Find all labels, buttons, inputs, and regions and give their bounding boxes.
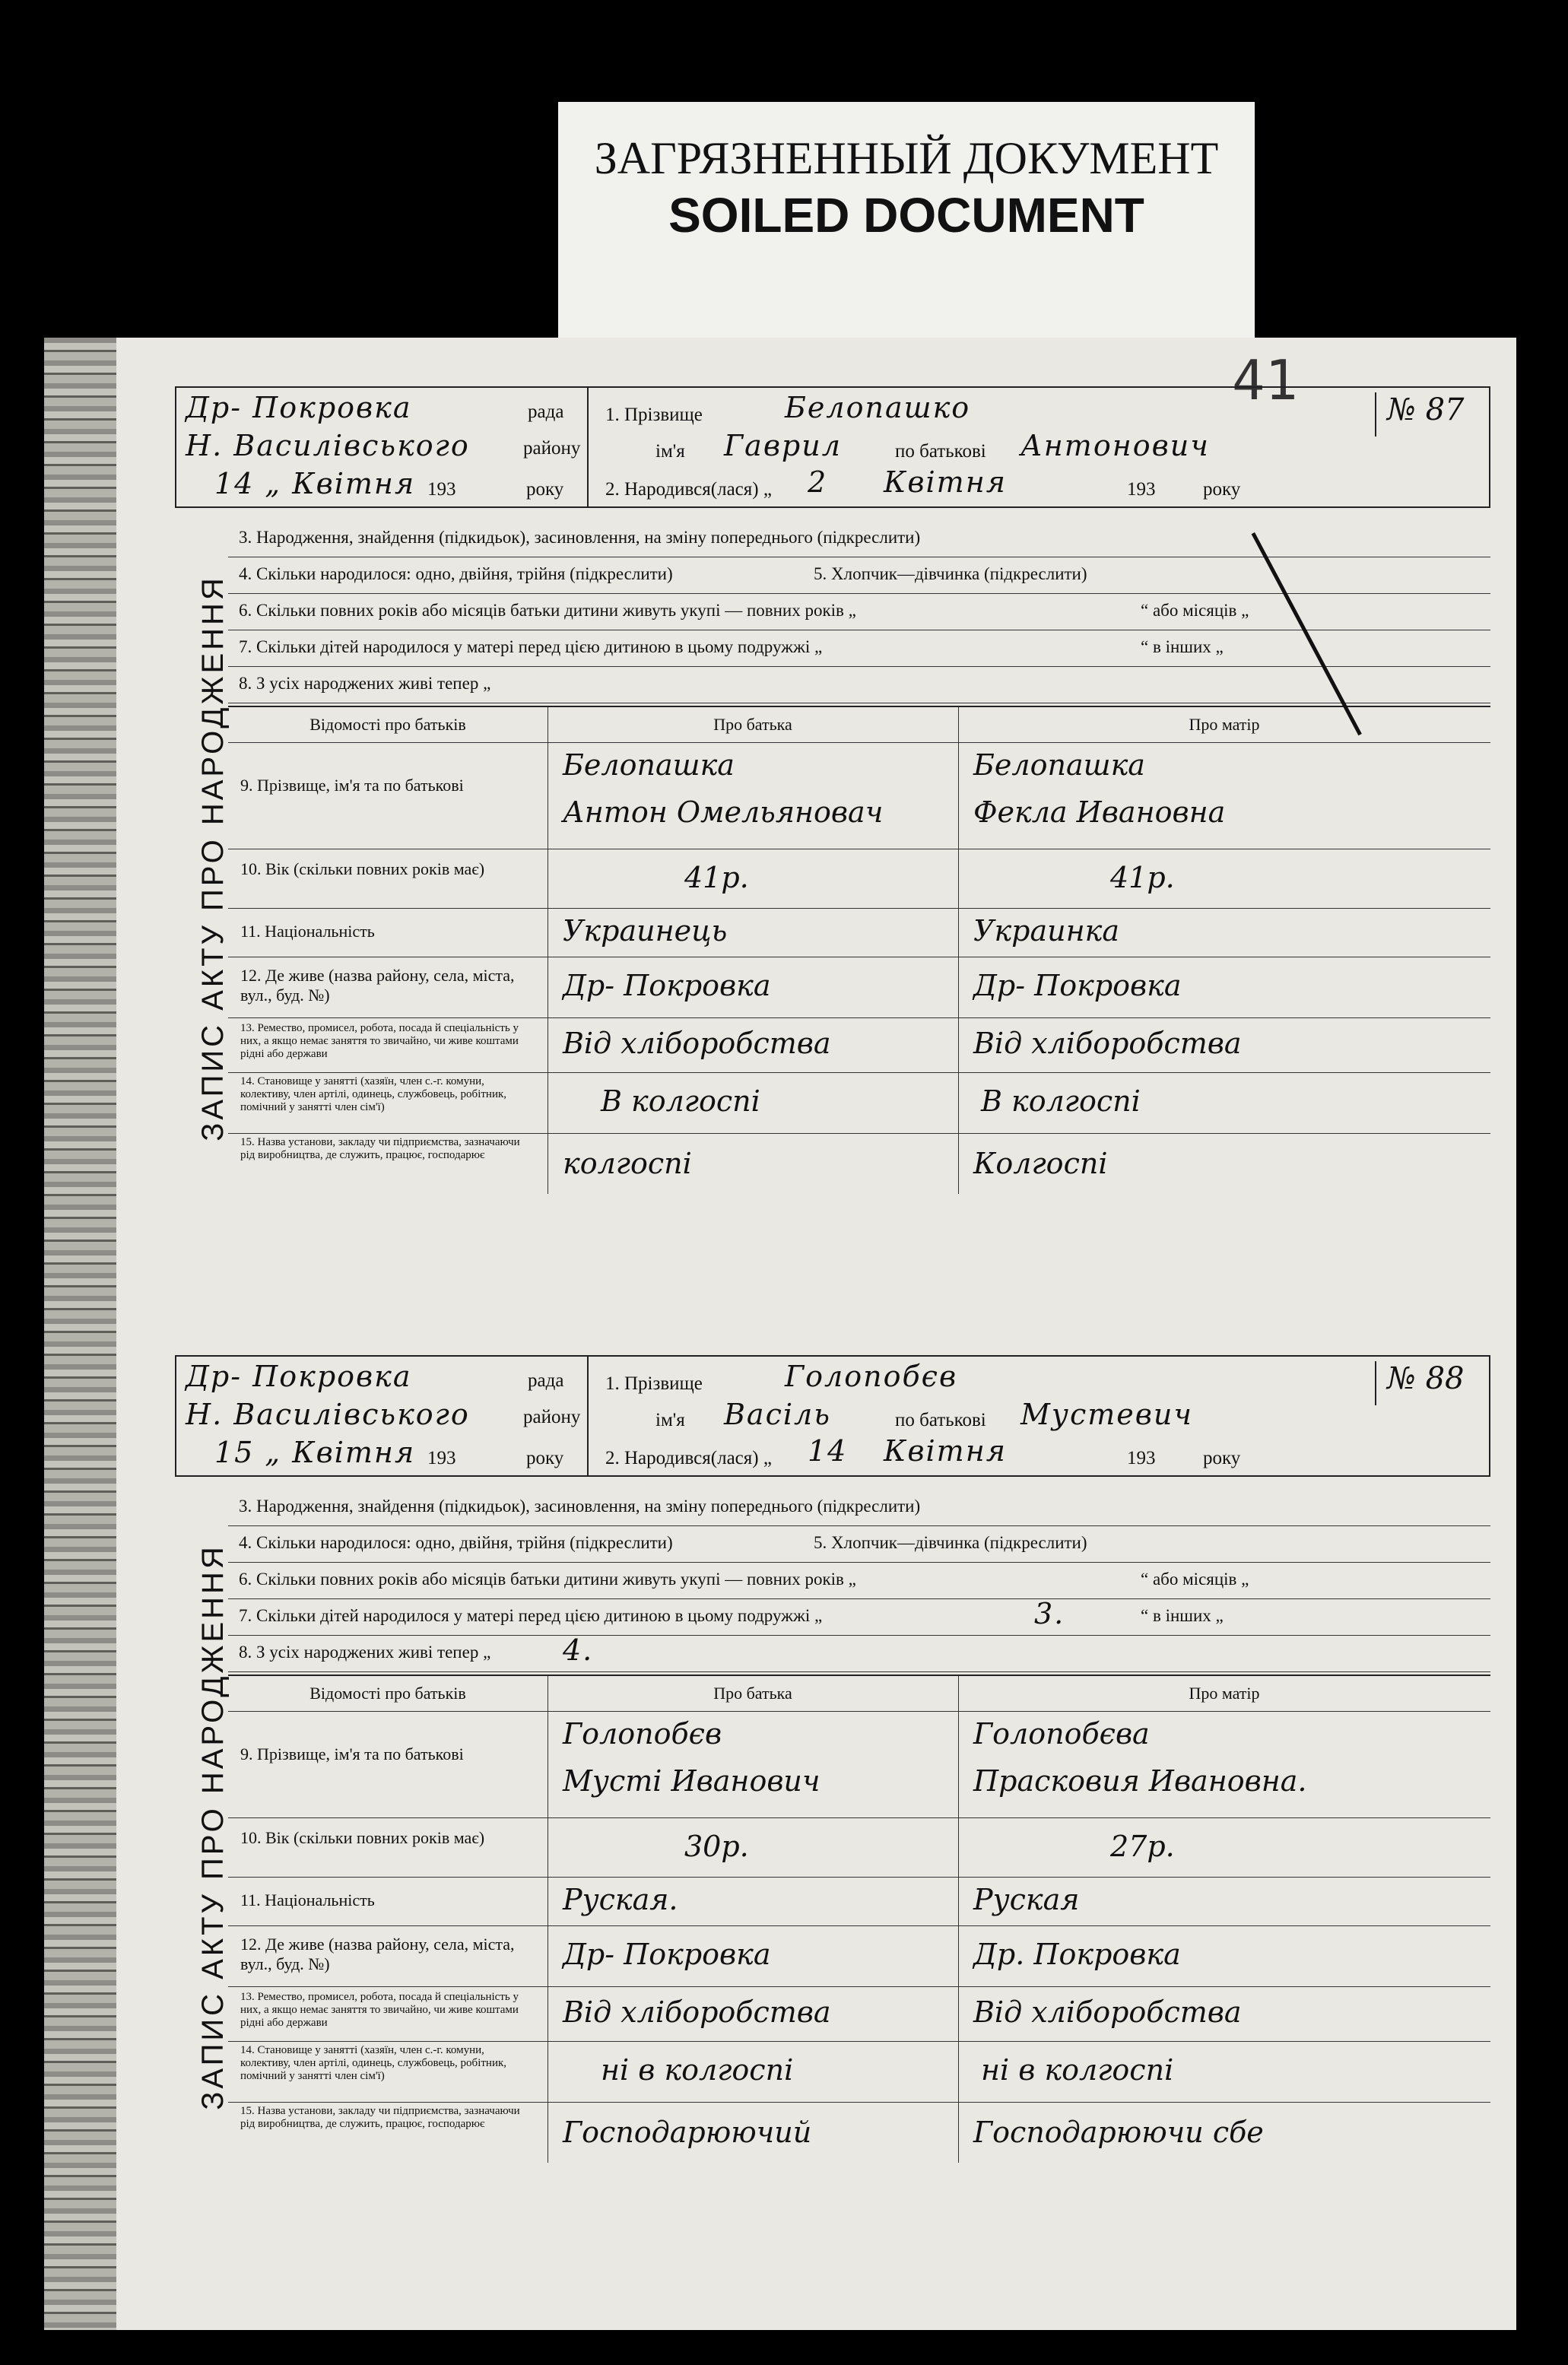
line-3-text: 3. Народження, знайдення (підкидьок), засиновлення, на зміну попереднього (підкреслити) bbox=[239, 1497, 921, 1516]
patronymic-label: по батькові bbox=[895, 1410, 986, 1430]
row-status bbox=[228, 1072, 1490, 1134]
header-parents-info: Відомості про батьків bbox=[309, 715, 466, 734]
father-surname: Голопобєв bbox=[563, 1717, 722, 1751]
father-residence: Др- Покровка bbox=[563, 1938, 771, 1971]
row-13-label: 13. Ремество, промисел, робота, посада й спеціальність у них, а якщо немає заняття то звичайно, чи живе коштами рідні або держави bbox=[240, 1022, 519, 1060]
father-nationality: Руская. bbox=[563, 1883, 678, 1916]
line-3 bbox=[228, 1489, 1490, 1526]
line-6-text: 6. Скільки повних років або місяців батьки дитини живуть укупі — повних років „ bbox=[239, 1570, 856, 1589]
registration-place bbox=[176, 1357, 589, 1475]
birth-year-prefix: 193 bbox=[1127, 479, 1156, 500]
row-occupation bbox=[228, 1017, 1490, 1073]
year-prefix: 193 bbox=[427, 1448, 456, 1468]
birth-month: Квітня bbox=[884, 1434, 1007, 1468]
row-12-label: 12. Де живе (назва району, села, міста, вул., буд. №) bbox=[240, 966, 515, 1005]
line-8-text: 8. З усіх народжених живі тепер „ bbox=[239, 1643, 491, 1662]
birth-day: 2 bbox=[808, 465, 828, 499]
mother-occupation: Від хліборобства bbox=[973, 1027, 1242, 1060]
year-prefix: 193 bbox=[427, 479, 456, 500]
registration-date: 15 „ Квітня bbox=[214, 1436, 416, 1469]
year-label: року bbox=[526, 479, 564, 500]
patronymic-label: по батькові bbox=[895, 441, 986, 462]
page-binding-edge bbox=[44, 338, 116, 2330]
row-name bbox=[228, 742, 1490, 849]
row-13-label: 13. Ремество, промисел, робота, посада й спеціальність у них, а якщо немає заняття то звичайно, чи живе коштами рідні або держави bbox=[240, 1991, 519, 2029]
line-3-text: 3. Народження, знайдення (підкидьок), засиновлення, на зміну попереднього (підкреслити) bbox=[239, 528, 921, 547]
mother-surname: Голопобєва bbox=[973, 1717, 1150, 1751]
father-status: В колгоспі bbox=[601, 1084, 760, 1118]
name-label: ім'я bbox=[655, 441, 685, 462]
line-4-text: 4. Скільки народилося: одно, двійня, трійня (підкреслити) bbox=[239, 564, 673, 583]
father-occupation: Від хліборобства bbox=[563, 1027, 831, 1060]
row-11-label: 11. Національність bbox=[240, 922, 375, 941]
rada-value: Др- Покровка bbox=[186, 391, 412, 424]
mother-status: ні в колгоспі bbox=[981, 2053, 1174, 2087]
row-10-label: 10. Вік (скільки повних років має) bbox=[240, 1828, 485, 1847]
father-age: 41р. bbox=[684, 861, 749, 894]
line-4-5 bbox=[228, 1525, 1490, 1563]
soiled-document-stamp bbox=[558, 102, 1255, 348]
vertical-title bbox=[175, 516, 251, 1200]
born-label: 2. Народився(лася) „ bbox=[605, 1448, 772, 1468]
surname-label: 1. Прізвище bbox=[605, 1373, 703, 1394]
row-15-label: 15. Назва установи, закладу чи підприємства, зазначаючи рід виробництва, де служить, працює, господарює bbox=[240, 2105, 520, 2130]
birth-year-label: року bbox=[1203, 479, 1241, 500]
surname-label: 1. Прізвище bbox=[605, 405, 703, 425]
row-nationality bbox=[228, 1877, 1490, 1926]
vertical-title-text: ЗАПИС АКТУ ПРО НАРОДЖЕННЯ bbox=[195, 1543, 230, 2110]
parents-table bbox=[228, 706, 1490, 1180]
name-label: ім'я bbox=[655, 1410, 685, 1430]
row-age bbox=[228, 849, 1490, 909]
father-occupation: Від хліборобства bbox=[563, 1995, 831, 2029]
header-mother: Про матір bbox=[1189, 715, 1260, 734]
child-surname: Белопашко bbox=[785, 391, 971, 424]
mother-workplace: Господарюючи сбе bbox=[973, 2116, 1264, 2149]
birth-record bbox=[175, 1355, 1490, 2252]
father-workplace: колгоспі bbox=[563, 1147, 692, 1180]
record-number-label: № bbox=[1387, 392, 1416, 427]
father-surname: Белопашка bbox=[563, 748, 735, 782]
mother-residence: Др. Покровка bbox=[973, 1938, 1181, 1971]
father-workplace: Господарюючий bbox=[563, 2116, 812, 2149]
row-11-label: 11. Національність bbox=[240, 1890, 375, 1909]
mother-age: 27р. bbox=[1110, 1830, 1175, 1863]
line-4-text: 4. Скільки народилося: одно, двійня, трійня (підкреслити) bbox=[239, 1533, 673, 1552]
mother-name: Прасковия Ивановна. bbox=[973, 1764, 1307, 1798]
mother-surname: Белопашка bbox=[973, 748, 1145, 782]
sheet-number: 41 bbox=[1232, 348, 1298, 412]
rada-label: рада bbox=[528, 402, 564, 422]
row-age bbox=[228, 1817, 1490, 1878]
birth-month: Квітня bbox=[884, 465, 1007, 499]
row-14-label: 14. Становище у занятті (хазяїн, член с.-г. комуни, колективу, член артілі, одинець, службовець, робітник, помічний у занятті член сім'ї) bbox=[240, 2044, 507, 2082]
mother-nationality: Руская bbox=[973, 1883, 1080, 1916]
row-residence bbox=[228, 957, 1490, 1018]
father-status: ні в колгоспі bbox=[601, 2053, 794, 2087]
mother-age: 41р. bbox=[1110, 861, 1175, 894]
header-father: Про батька bbox=[713, 1684, 792, 1703]
line-7-text: 7. Скільки дітей народилося у матері перед цією дитиною в цьому подружжі „ bbox=[239, 637, 823, 656]
line-7-text: 7. Скільки дітей народилося у матері перед цією дитиною в цьому подружжі „ bbox=[239, 1606, 823, 1625]
year-label: року bbox=[526, 1448, 564, 1468]
parents-table bbox=[228, 1675, 1490, 2149]
rayon-label: району bbox=[523, 1407, 581, 1427]
row-10-label: 10. Вік (скільки повних років має) bbox=[240, 859, 485, 878]
mother-nationality: Украинка bbox=[973, 914, 1119, 948]
rayon-value: Н. Василівського bbox=[186, 429, 470, 462]
record-number: 87 bbox=[1425, 392, 1465, 427]
father-nationality: Украинець bbox=[563, 914, 728, 948]
born-label: 2. Народився(лася) „ bbox=[605, 479, 772, 500]
mother-workplace: Колгоспі bbox=[973, 1147, 1108, 1180]
line-8-value: 4. bbox=[563, 1633, 594, 1667]
row-residence bbox=[228, 1925, 1490, 1987]
line-8-text: 8. З усіх народжених живі тепер „ bbox=[239, 674, 491, 693]
line-5-text: 5. Хлопчик—дівчинка (підкреслити) bbox=[814, 564, 1087, 583]
line-7-other: “ в інших „ bbox=[1141, 637, 1224, 656]
line-6-months: “ або місяців „ bbox=[1141, 1570, 1249, 1589]
row-workplace bbox=[228, 2102, 1490, 2163]
child-surname: Голопобєв bbox=[785, 1360, 958, 1393]
father-age: 30р. bbox=[684, 1830, 749, 1863]
record-number-label: № bbox=[1387, 1361, 1416, 1396]
line-3 bbox=[228, 520, 1490, 557]
registration-date: 14 „ Квітня bbox=[214, 467, 416, 500]
father-name: Мусті Иванович bbox=[563, 1764, 821, 1798]
rada-label: рада bbox=[528, 1370, 564, 1391]
header-father: Про батька bbox=[713, 715, 792, 734]
line-7 bbox=[228, 1598, 1490, 1636]
row-9-label: 9. Прізвище, ім'я та по батькові bbox=[240, 776, 464, 795]
row-14-label: 14. Становище у занятті (хазяїн, член с.-г. комуни, колективу, член артілі, одинець, службовець, робітник, помічний у занятті член сім'ї) bbox=[240, 1075, 507, 1113]
stamp-text-english: SOILED DOCUMENT bbox=[668, 188, 1144, 243]
line-5-text: 5. Хлопчик—дівчинка (підкреслити) bbox=[814, 1533, 1087, 1552]
record-header bbox=[175, 386, 1490, 508]
mother-occupation: Від хліборобства bbox=[973, 1995, 1242, 2029]
birth-day: 14 bbox=[808, 1434, 848, 1468]
line-7-value: 3. bbox=[1034, 1597, 1065, 1630]
row-name bbox=[228, 1711, 1490, 1818]
birth-year-label: року bbox=[1203, 1448, 1241, 1468]
child-name: Васіль bbox=[724, 1398, 831, 1431]
line-6-text: 6. Скільки повних років або місяців батьки дитини живуть укупі — повних років „ bbox=[239, 601, 856, 620]
line-7-other: “ в інших „ bbox=[1141, 1606, 1224, 1625]
row-12-label: 12. Де живе (назва району, села, міста, вул., буд. №) bbox=[240, 1935, 515, 1973]
child-patronymic: Мустевич bbox=[1020, 1398, 1193, 1431]
line-6 bbox=[228, 1562, 1490, 1599]
header-parents-info: Відомості про батьків bbox=[309, 1684, 466, 1703]
mother-residence: Др- Покровка bbox=[973, 969, 1182, 1002]
record-header bbox=[175, 1355, 1490, 1477]
child-patronymic: Антонович bbox=[1020, 429, 1210, 462]
line-4-5 bbox=[228, 557, 1490, 594]
record-number-box bbox=[1375, 1361, 1481, 1405]
rayon-label: району bbox=[523, 438, 581, 459]
row-9-label: 9. Прізвище, ім'я та по батькові bbox=[240, 1744, 464, 1763]
table-header-row bbox=[228, 707, 1490, 743]
row-15-label: 15. Назва установи, закладу чи підприємства, зазначаючи рід виробництва, де служить, працює, господарює bbox=[240, 1136, 520, 1161]
row-occupation bbox=[228, 1986, 1490, 2042]
header-mother: Про матір bbox=[1189, 1684, 1260, 1703]
mother-name: Фекла Ивановна bbox=[973, 795, 1226, 829]
line-6-months: “ або місяців „ bbox=[1141, 601, 1249, 620]
line-8 bbox=[228, 1635, 1490, 1672]
birth-year-prefix: 193 bbox=[1127, 1448, 1156, 1468]
rada-value: Др- Покровка bbox=[186, 1360, 412, 1393]
child-name: Гаврил bbox=[724, 429, 842, 462]
record-number: 88 bbox=[1425, 1361, 1465, 1396]
stamp-text-russian: ЗАГРЯЗНЕННЫЙ ДОКУМЕНТ bbox=[594, 133, 1219, 183]
birth-record bbox=[175, 386, 1490, 1253]
line-7 bbox=[228, 630, 1490, 667]
registration-place bbox=[176, 388, 589, 506]
father-name: Антон Омельяновач bbox=[563, 795, 884, 829]
table-header-row bbox=[228, 1676, 1490, 1712]
line-8 bbox=[228, 666, 1490, 703]
vertical-title-text: ЗАПИС АКТУ ПРО НАРОДЖЕННЯ bbox=[195, 574, 230, 1141]
mother-status: В колгоспі bbox=[981, 1084, 1141, 1118]
rayon-value: Н. Василівського bbox=[186, 1398, 470, 1431]
vertical-title bbox=[175, 1484, 251, 2169]
row-status bbox=[228, 2041, 1490, 2103]
row-nationality bbox=[228, 908, 1490, 957]
father-residence: Др- Покровка bbox=[563, 969, 771, 1002]
record-number-box bbox=[1375, 392, 1481, 436]
row-workplace bbox=[228, 1133, 1490, 1194]
